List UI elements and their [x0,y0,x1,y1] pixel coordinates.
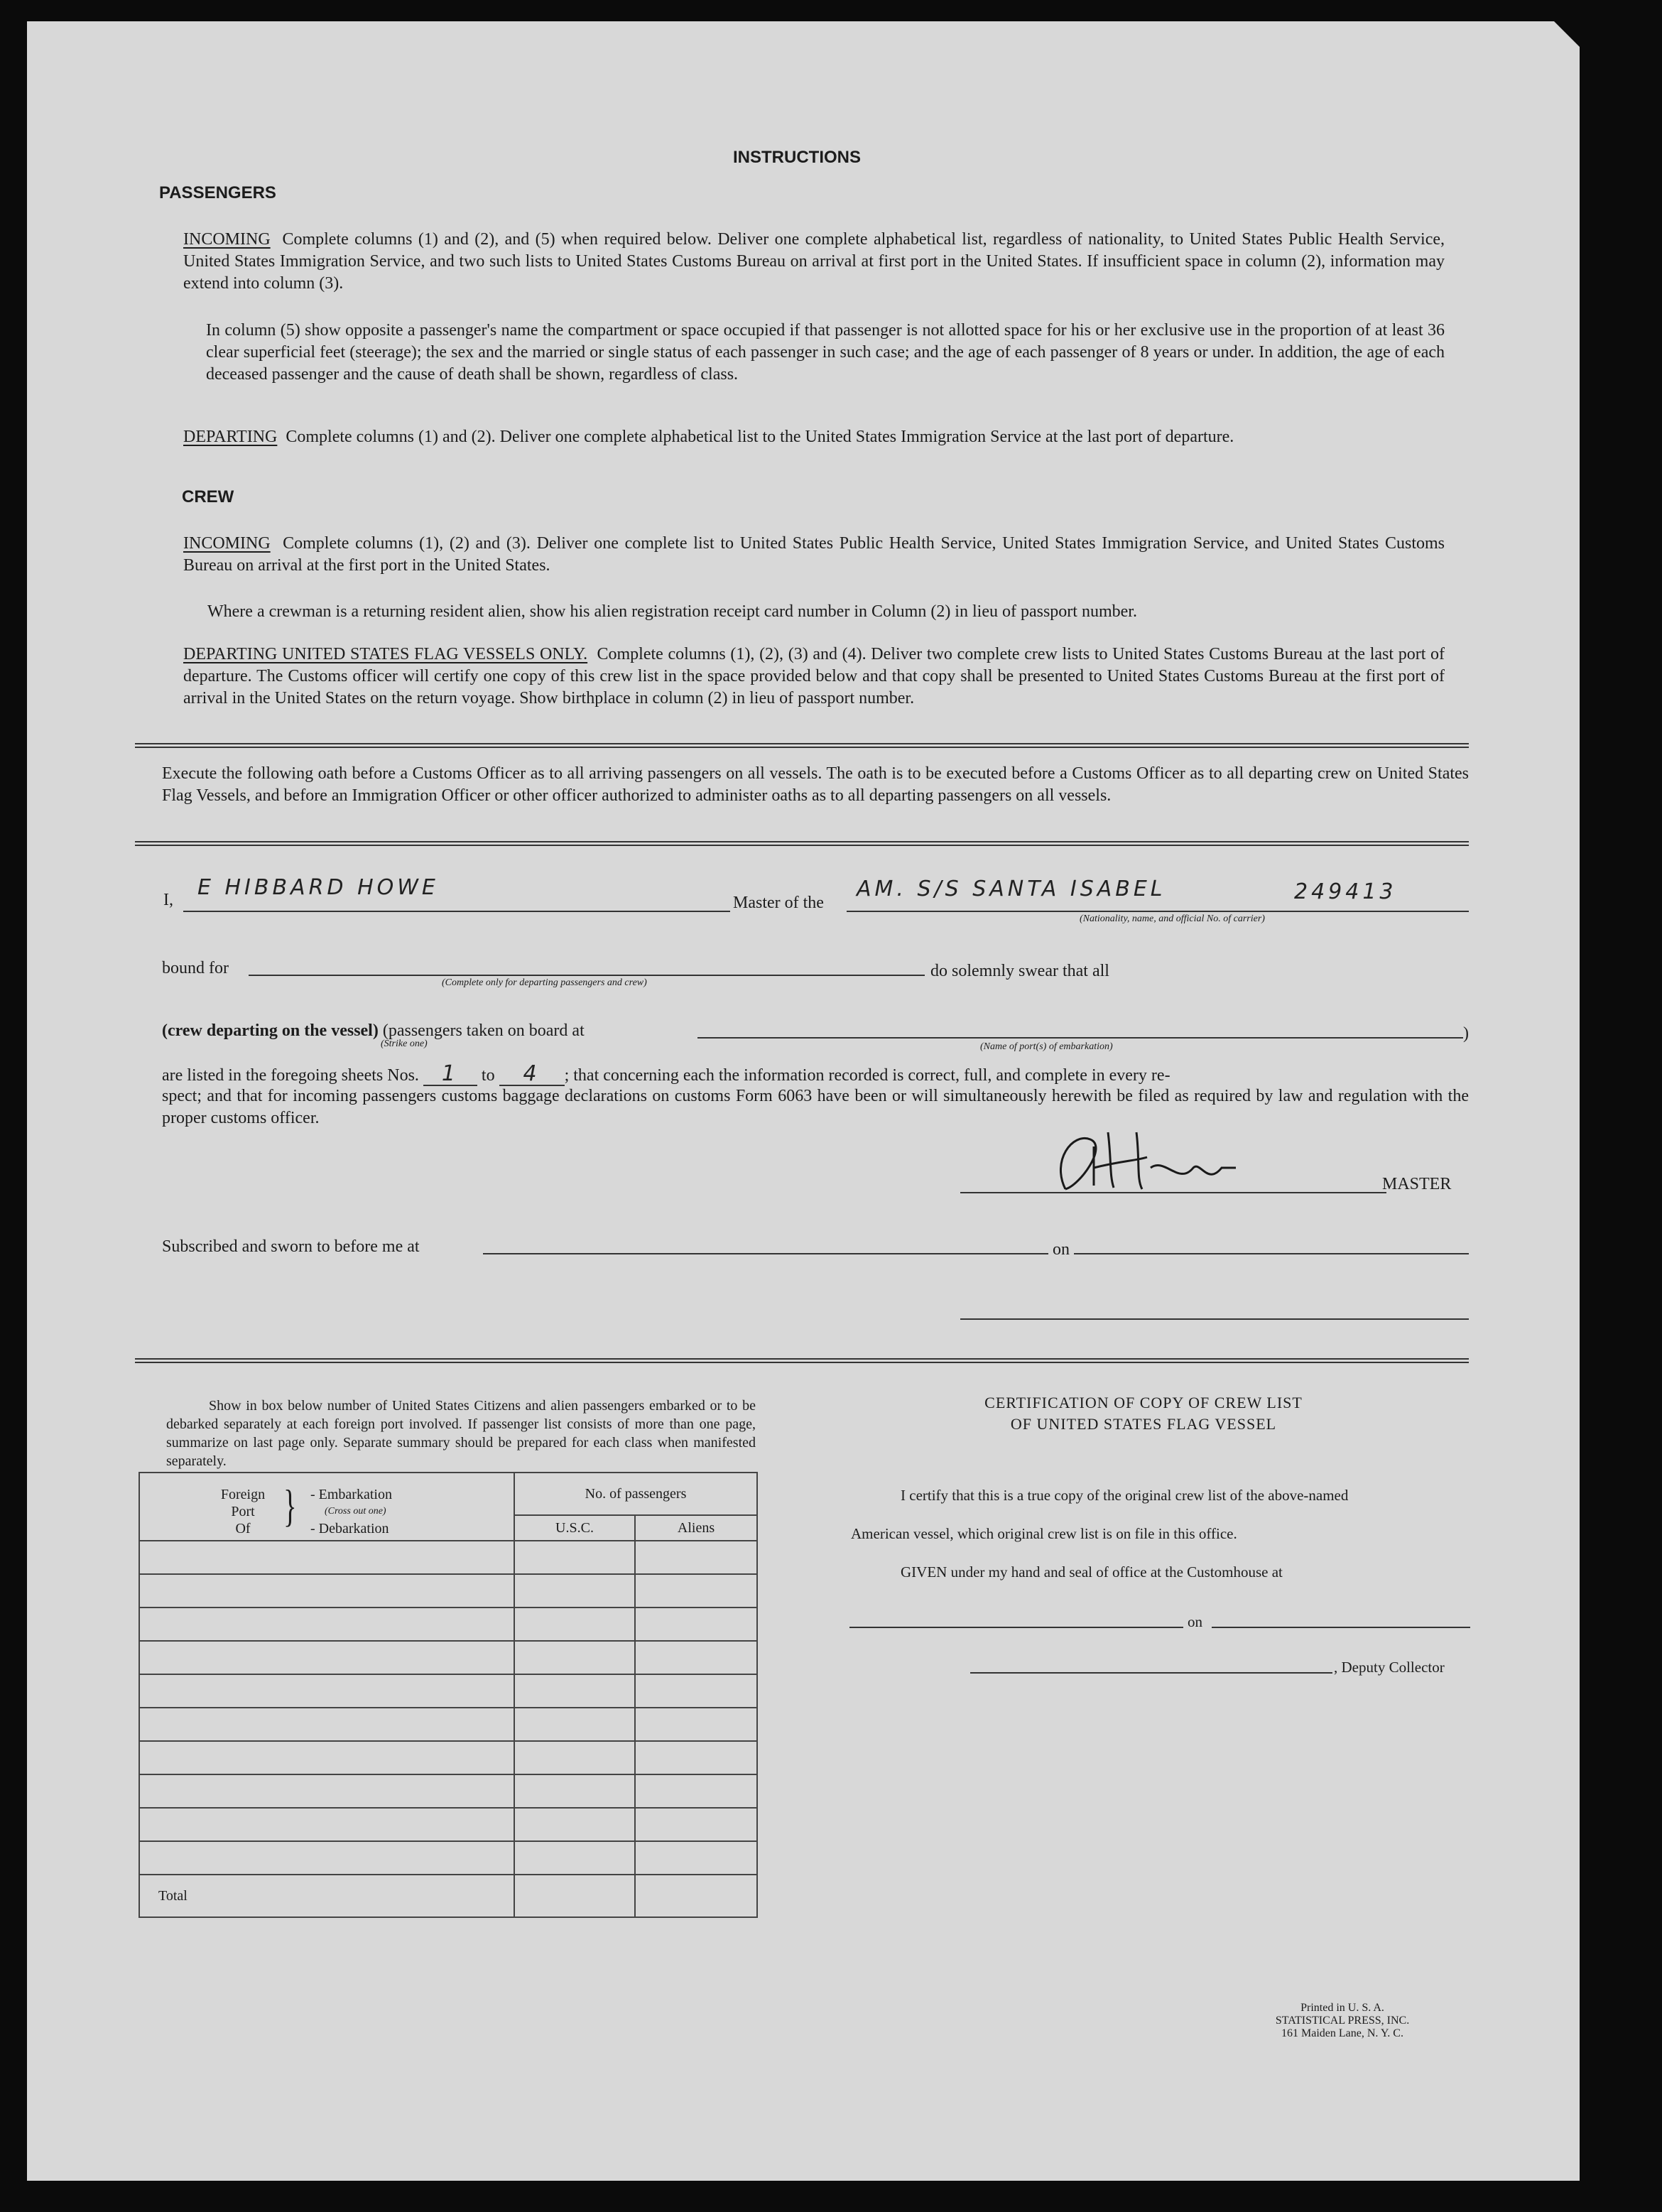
table-row[interactable] [139,1674,757,1708]
passengers-incoming-section [183,229,1445,295]
table-row[interactable] [139,1541,757,1574]
section-divider [135,743,1469,748]
passengers-taken-option: (passengers taken on board at [382,1021,585,1040]
column5-text: In column (5) show opposite a passenger's name the compartment or space occupied if that passenger is not allotted space for his or her exclusive use in the proportion of at least 36 clear superficial feet (steerage); the sex and the married or single status of each passenger in such case; and the age of each passenger of 8 years or under. In addition, the age of each deceased passenger and the cause of death shall be shown, regardless of class. [206,321,1445,384]
passengers-heading: PASSENGERS [159,183,276,202]
deputy-signature-line[interactable] [970,1672,1332,1674]
printer-line3: 161 Maiden Lane, N. Y. C. [1281,2027,1403,2039]
sheets-label: are listed in the foregoing sheets Nos. [162,1066,419,1085]
total-usc-cell[interactable] [514,1875,635,1917]
table-header-row [139,1473,757,1515]
summary-instructions: Show in box below number of United States Citizens and alien passengers embarked or to be debarked separately at each foreign port involved. If passenger list consists of more than one page, summarize on last page only. Separate summary should be prepared for each class when manifested separately. [166,1398,756,1469]
crew-passengers-line [162,1020,585,1042]
master-label: MASTER [1382,1175,1452,1193]
table-row[interactable] [139,1708,757,1741]
crew-incoming-label: INCOMING [183,534,271,553]
column5-section [206,320,1445,386]
bound-for-label: bound for [162,959,229,977]
bound-for-line[interactable] [249,975,925,976]
certification-on-label: on [1188,1613,1202,1630]
ports-line[interactable] [697,1037,1463,1039]
total-label: Total [139,1875,514,1917]
close-paren: ) [1463,1024,1469,1043]
subscribed-on-label: on [1053,1240,1070,1259]
crew-incoming-text: Complete columns (1), (2) and (3). Deliver one complete list to United States Public Health Service, United States Immigration Service, and United States Customs Bureau on arrival at the first port in the United States. [183,534,1445,575]
subscribed-label: Subscribed and sworn to before me at [162,1237,420,1256]
bound-for-caption: (Complete only for departing passengers and crew) [442,977,647,988]
printer-imprint [1236,2002,1449,2040]
port-label: Port [231,1504,255,1519]
table-row[interactable] [139,1808,757,1841]
deputy-collector-label: , Deputy Collector [1334,1659,1445,1676]
certify-line1: I certify that this is a true copy of the original crew list of the above-named [901,1487,1349,1504]
embarkation-option[interactable]: - Embarkation [310,1487,392,1502]
to-label: to [481,1066,495,1085]
brace-icon: } [283,1480,297,1531]
passengers-departing-label: DEPARTING [183,428,278,446]
usc-header: U.S.C. [514,1515,635,1541]
oath-intro-section [162,763,1469,807]
debarkation-option[interactable]: - Debarkation [310,1521,389,1536]
sheets-rest: ; that concerning each the information recorded is correct, full, and complete in every re- [564,1066,1171,1085]
crew-incoming-section [183,533,1445,577]
total-aliens-cell[interactable] [635,1875,757,1917]
signature-line [960,1192,1386,1193]
customhouse-line[interactable] [849,1627,1183,1628]
of-label: Of [235,1521,251,1536]
master-of-label: Master of the [733,894,824,912]
master-name-field[interactable]: E HIBBARD HOWE [197,875,439,900]
passengers-departing-section [183,426,1445,448]
sheets-line [162,1063,1171,1087]
table-row[interactable] [139,1608,757,1641]
officer-signature-line[interactable] [960,1318,1469,1320]
aliens-header: Aliens [635,1515,757,1541]
printer-line2: STATISTICAL PRESS, INC. [1275,2015,1410,2027]
crew-departing-text: Complete columns (1), (2), (3) and (4). Deliver two complete crew lists to United States Customs Bureau at the last port of departure. The Customs officer will certify one copy of this crew list in the space provided below and that copy shall be presented to United States Customs Bureau at the first port of arrival in the United States on the return voyage. Show birthplace in column (2) in lieu of passport number. [183,645,1445,707]
vessel-caption: (Nationality, name, and official No. of carrier) [1080,913,1265,924]
strike-caption: (Strike one) [381,1039,428,1049]
passengers-departing-text: Complete columns (1) and (2). Deliver one complete alphabetical list to the United States Immigration Service at the last port of departure. [286,428,1234,446]
ports-caption: (Name of port(s) of embarkation) [980,1041,1113,1052]
certification-title [852,1392,1435,1435]
vessel-line [847,911,1469,912]
cross-out-caption: (Cross out one) [325,1506,386,1517]
official-number-field[interactable]: 249413 [1294,879,1397,904]
master-signature [1023,1118,1293,1203]
oath-intro-text: Execute the following oath before a Customs Officer as to all arriving passengers on all vessels. The oath is to be executed before a Customs Officer as to all departing crew on United States Flag Vessels, and before an Immigration Officer or other officer authorized to administer oaths as to all departing passengers on all vessels. [162,764,1469,805]
given-text: GIVEN under my hand and seal of office at the Customhouse at [901,1563,1283,1581]
subscribed-date-line[interactable] [1074,1253,1469,1254]
passengers-incoming-text: Complete columns (1) and (2), and (5) when required below. Deliver one complete alphabetical list, regardless of nationality, to United States Public Health Service, United States Immigration Service, and two such lists to United States Customs Bureau on arrival at first port in the United States. If insufficient space in column (2), information may extend into column (3). [183,230,1445,293]
port-header-cell [139,1473,514,1541]
crew-departing-label: DEPARTING UNITED STATES FLAG VESSELS ONLY. [183,645,588,663]
passengers-incoming-label: INCOMING [183,230,271,249]
table-row[interactable] [139,1774,757,1808]
subscribed-place-line[interactable] [483,1253,1048,1254]
oath-i-label: I, [163,891,173,909]
certification-title-line2: OF UNITED STATES FLAG VESSEL [1010,1415,1277,1433]
sheet-to-field[interactable]: 4 [499,1063,565,1086]
crew-resident-text: Where a crewman is a returning resident alien, show his alien registration receipt card number in Column (2) in lieu of passport number. [207,602,1137,621]
vessel-field[interactable]: AM. S/S SANTA ISABEL [857,877,1166,901]
master-name-line [183,911,730,912]
sheet-from-field[interactable]: 1 [423,1063,477,1086]
lower-divider [135,1358,1469,1363]
total-row [139,1875,757,1917]
continuation-text: spect; and that for incoming passengers customs baggage declarations on customs Form 6063 have been or will simultaneously herewith be filed as required by law and regulation with the proper customs officer. [162,1087,1469,1127]
oath-divider [135,841,1469,846]
crew-departing-option: (crew departing on the vessel) [162,1021,379,1040]
foreign-label: Foreign [220,1487,266,1502]
swear-text: do solemnly swear that all [930,962,1109,980]
passenger-summary-table [138,1472,758,1918]
crew-departing-section [183,644,1445,710]
table-row[interactable] [139,1641,757,1674]
certify-line2: American vessel, which original crew list is on file in this office. [851,1525,1237,1542]
no-passengers-header: No. of passengers [514,1473,757,1515]
crew-heading: CREW [182,487,234,506]
table-row[interactable] [139,1841,757,1875]
certification-title-line1: CERTIFICATION OF COPY OF CREW LIST [984,1394,1303,1411]
printer-line1: Printed in U. S. A. [1300,2002,1384,2014]
crew-resident-section [207,601,1445,623]
instructions-title: INSTRUCTIONS [733,148,861,167]
table-row[interactable] [139,1574,757,1608]
certification-date-line[interactable] [1212,1627,1470,1628]
table-row[interactable] [139,1741,757,1774]
